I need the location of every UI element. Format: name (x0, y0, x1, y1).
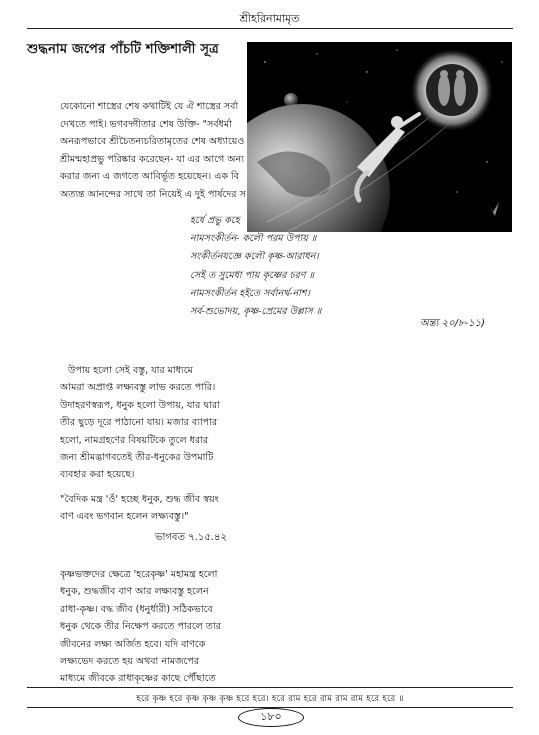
verse-line: সেই ত সুমেধা পায় কৃষ্ণের চরণ ॥ (190, 269, 314, 281)
quote-line: "বৈদিক মন্ত্র 'ওঁ' হচ্ছে ধনুক, শুদ্ধ জীব স্বয়ং (60, 494, 219, 505)
paragraph-line: জন্য শ্রীমদ্ভাগবতেই তীর-ধনুকের উপমাটি (60, 452, 214, 464)
verse-reference: অন্ত্য ২০/৮-১১) (420, 318, 485, 329)
intro-line: দেখতে পাই। ভগবদ্গীতার শেষ উক্তি- "সর্বধর্মা (60, 118, 232, 130)
paragraph-line: ধনুক, শুদ্ধজীব বাণ আর লক্ষ্যবস্তু হলেন (60, 586, 209, 598)
mahaprabhu-cosmic-image (247, 42, 512, 232)
paragraph-line: উপায় হলো সেই বস্তু, যার মাধ্যমে (68, 365, 193, 376)
verse-line: সংকীর্তনযজ্ঞে কলৌ কৃষ্ণ-আরাধন। (190, 251, 319, 263)
article-title: শুদ্ধনাম জপের পাঁচটি শক্তিশালী সূত্র (27, 42, 219, 57)
paragraph-line: তীর ছুড়ে দূরে পাঠানো যায়। মজার ব্যাপার (60, 417, 218, 429)
running-header-title: শ্রীহরিনামামৃত (239, 12, 300, 25)
paragraph-mahamantra (60, 566, 221, 688)
paragraph-line: কৃষ্ণভক্তদের ক্ষেত্রে 'হরেকৃষ্ণ' মহামন্ত্র হলো (60, 569, 218, 580)
paragraph-line: জীবনের লক্ষ্য অর্জিত হবে। যদি বাণকে (60, 638, 206, 650)
paragraph-line: লক্ষ্যভেদ করতে হয় অথবা নামজপের (60, 656, 200, 668)
verse-line: নামসংকীর্তন হইতে সর্বানর্থ-নাশ। (190, 287, 310, 299)
header-rule (27, 28, 513, 29)
footer-mantra: হরে কৃষ্ণ হরে কৃষ্ণ কৃষ্ণ কৃষ্ণ হরে হরে। হরে রাম হরে রাম রাম রাম হরে হরে ॥ (136, 694, 404, 704)
verse-line: হর্ষে প্রভু কহে (190, 215, 240, 226)
intro-paragraph (60, 98, 260, 203)
bhagavatam-quote (60, 491, 217, 526)
quote-line: বাণ এবং ভগবান হলেন লক্ষ্যবস্তু।" (60, 511, 189, 523)
verse-line: নামসংকীর্তন- কলৌ পরম উপায় ॥ (190, 233, 317, 245)
paragraph-line: উদাহরণস্বরূপ, ধনুক হলো উপায়, যার দ্বারা (60, 399, 220, 411)
intro-line: অত্যন্ত আনন্দের সাথে তা নিয়েই এ দুই পার্ষদের স (60, 188, 246, 200)
scripture-verse (190, 212, 321, 321)
footer-rule-top (27, 687, 513, 688)
hero-illustration (247, 42, 512, 232)
paragraph-line: রাধা-কৃষ্ণ। বদ্ধ জীব (ধনুর্ধারী) সঠিকভাবে (60, 603, 213, 615)
paragraph-line: ধনুক থেকে তীর নিক্ষেপ করতে পারলে তার (60, 621, 221, 633)
verse-line: সর্ব-শুভোদয়, কৃষ্ণ-প্রেমের উল্লাস ॥ (190, 306, 322, 318)
intro-line: যেকোনো শাস্ত্রের শেষ কথাটিই যে ঐ শাস্ত্রের সর্বা (60, 101, 239, 112)
paragraph-line: ব্যবহার করা হয়েছে। (60, 469, 135, 481)
page-number: ১৮০ (238, 708, 304, 727)
quote-reference: ভাগবত ৭.১৫.৪২ (155, 532, 227, 543)
intro-line: করার জন্য এ জগতে আবির্ভূত হয়েছেন। এক বি (60, 171, 240, 182)
paragraph-line: মাধ্যমে জীবকে রাধাকৃষ্ণের কাছে পৌঁছাতে (60, 673, 216, 685)
paragraph-line: আমরা অপ্রাপ্ত লক্ষ্যবস্তু লাভ করতে পারি। (60, 382, 216, 394)
paragraph-means (60, 362, 220, 484)
paragraph-line: হলো, নামগ্রহণের বিষয়টিকে তুলে ধরার (60, 434, 209, 446)
intro-line: অনরূপভাবে শ্রীচৈতন্যচরিতামৃতের শেষ অধ্যায়েও (60, 136, 245, 147)
intro-line: শ্রীমন্মহাপ্রভু পরিষ্কার করেছেন- যা এর আগে অন্য (60, 153, 244, 165)
